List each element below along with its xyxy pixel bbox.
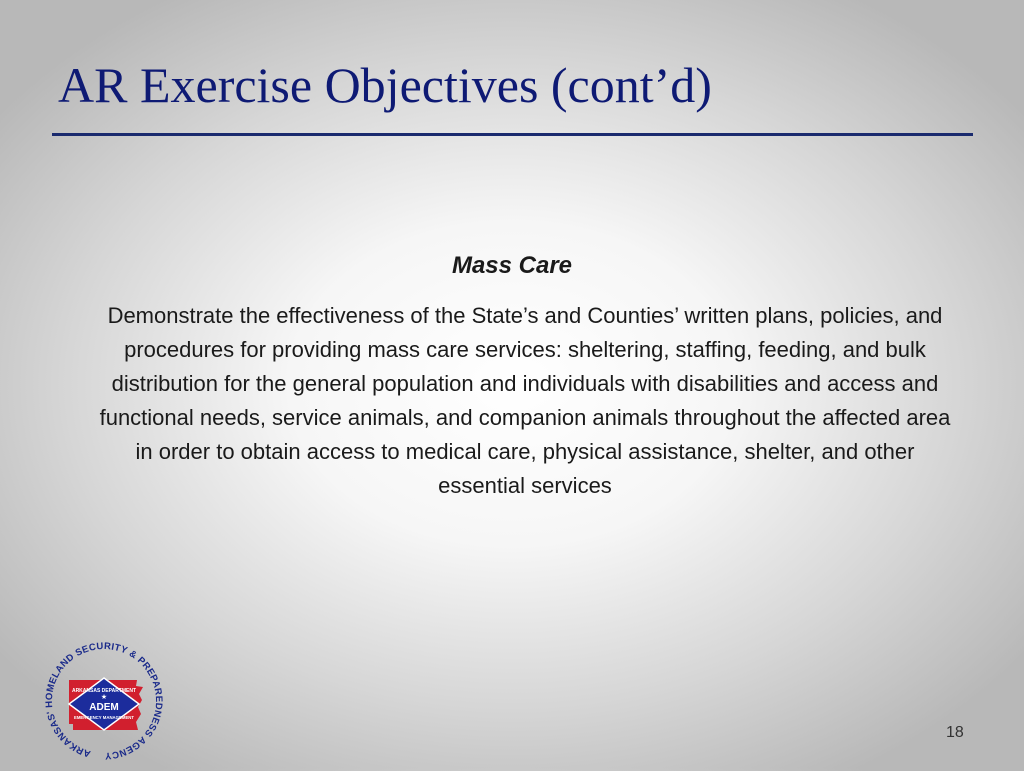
title-divider <box>52 133 973 136</box>
agency-seal-graphic <box>33 640 175 766</box>
seal-center-text: ADEM <box>89 702 119 713</box>
seal-ring-text: ARKANSAS' HOMELAND SECURITY & PREPAREDNESS AGENCY <box>43 640 165 762</box>
slide-title: AR Exercise Objectives (cont’d) <box>58 57 712 113</box>
section-heading: Mass Care <box>451 252 573 279</box>
page-number: 18 <box>946 724 964 741</box>
seal-upper-text: ARKANSAS DEPARTMENT <box>71 688 137 694</box>
objective-text: Demonstrate the effectiveness of the State’s and Counties’ written plans, policies, and procedures for providing mass care services: sheltering, staffing, feeding, and bulk distribution for the general population and individuals with disabilities and access and functional needs, service animals, and companion animals throughout the affected area in order to obtain access to medical care, physical assistance, shelter, and other essential services <box>99 303 951 498</box>
star-icon: ★ <box>100 694 108 701</box>
seal-lower-text: EMERGENCY MANAGEMENT <box>73 715 135 720</box>
agency-seal <box>33 640 175 766</box>
